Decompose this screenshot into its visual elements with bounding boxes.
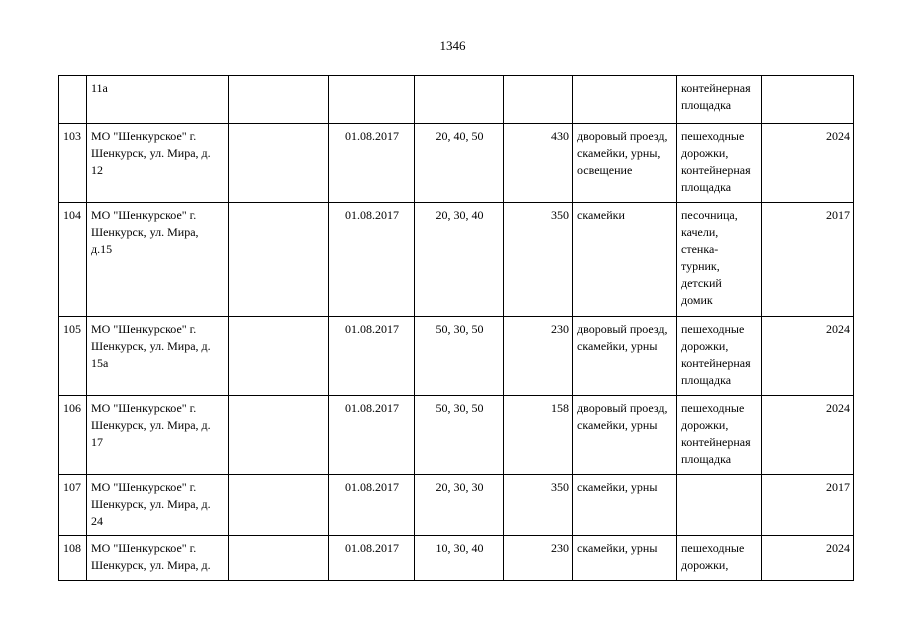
address-cell: МО "Шенкурское" г. Шенкурск, ул. Мира, д. 24 [87, 475, 229, 536]
row-number-cell: 107 [59, 475, 87, 536]
table-row [59, 76, 854, 124]
row-number-cell: 108 [59, 536, 87, 581]
empty-cell [229, 76, 329, 124]
empty-cell [229, 317, 329, 396]
planned-elements-cell: пешеходные дорожки, контейнерная площадка [677, 124, 762, 203]
area-cell [504, 76, 573, 124]
dimensions-cell: 20, 30, 40 [415, 203, 504, 317]
planned-elements-cell: пешеходные дорожки, контейнерная площадка [677, 396, 762, 475]
address-cell: 11а [87, 76, 229, 124]
page-number: 1346 [439, 38, 466, 53]
address-cell: МО "Шенкурское" г. Шенкурск, ул. Мира, д. 15а [87, 317, 229, 396]
dimensions-cell: 10, 30, 40 [415, 536, 504, 581]
address-cell: МО "Шенкурское" г. Шенкурск, ул. Мира, д. 17 [87, 396, 229, 475]
date-cell: 01.08.2017 [329, 203, 415, 317]
empty-cell [229, 203, 329, 317]
empty-cell [229, 396, 329, 475]
area-cell: 230 [504, 536, 573, 581]
address-cell: МО "Шенкурское" г. Шенкурск, ул. Мира, д.15 [87, 203, 229, 317]
dimensions-cell: 20, 40, 50 [415, 124, 504, 203]
existing-elements-cell: дворовый проезд, скамейки, урны [573, 396, 677, 475]
existing-elements-cell: скамейки, урны [573, 536, 677, 581]
table-row [59, 317, 854, 396]
year-cell: 2024 [762, 536, 854, 581]
area-cell: 350 [504, 475, 573, 536]
data-table [58, 75, 854, 581]
area-cell: 430 [504, 124, 573, 203]
address-cell: МО "Шенкурское" г. Шенкурск, ул. Мира, д. 12 [87, 124, 229, 203]
empty-cell [229, 536, 329, 581]
date-cell: 01.08.2017 [329, 317, 415, 396]
area-cell: 158 [504, 396, 573, 475]
year-cell [762, 76, 854, 124]
table-row [59, 203, 854, 317]
existing-elements-cell: скамейки, урны [573, 475, 677, 536]
date-cell [329, 76, 415, 124]
planned-elements-cell: контейнерная площадка [677, 76, 762, 124]
empty-cell [229, 475, 329, 536]
dimensions-cell: 50, 30, 50 [415, 317, 504, 396]
year-cell: 2017 [762, 475, 854, 536]
dimensions-cell: 20, 30, 30 [415, 475, 504, 536]
row-number-cell: 104 [59, 203, 87, 317]
existing-elements-cell: дворовый проезд, скамейки, урны, освещение [573, 124, 677, 203]
planned-elements-cell: пешеходные дорожки, контейнерная площадка [677, 317, 762, 396]
table-row [59, 396, 854, 475]
year-cell: 2024 [762, 124, 854, 203]
existing-elements-cell [573, 76, 677, 124]
address-cell: МО "Шенкурское" г. Шенкурск, ул. Мира, д. [87, 536, 229, 581]
planned-elements-cell: пешеходные дорожки, [677, 536, 762, 581]
date-cell: 01.08.2017 [329, 396, 415, 475]
dimensions-cell [415, 76, 504, 124]
year-cell: 2017 [762, 203, 854, 317]
row-number-cell [59, 76, 87, 124]
area-cell: 230 [504, 317, 573, 396]
date-cell: 01.08.2017 [329, 475, 415, 536]
existing-elements-cell: скамейки [573, 203, 677, 317]
dimensions-cell: 50, 30, 50 [415, 396, 504, 475]
year-cell: 2024 [762, 396, 854, 475]
row-number-cell: 105 [59, 317, 87, 396]
area-cell: 350 [504, 203, 573, 317]
year-cell: 2024 [762, 317, 854, 396]
planned-elements-cell [677, 475, 762, 536]
date-cell: 01.08.2017 [329, 536, 415, 581]
empty-cell [229, 124, 329, 203]
table-row [59, 124, 854, 203]
table-row [59, 475, 854, 536]
planned-elements-cell: песочница, качели, стенка- турник, детский домик [677, 203, 762, 317]
existing-elements-cell: дворовый проезд, скамейки, урны [573, 317, 677, 396]
table-row [59, 536, 854, 581]
date-cell: 01.08.2017 [329, 124, 415, 203]
row-number-cell: 106 [59, 396, 87, 475]
row-number-cell: 103 [59, 124, 87, 203]
